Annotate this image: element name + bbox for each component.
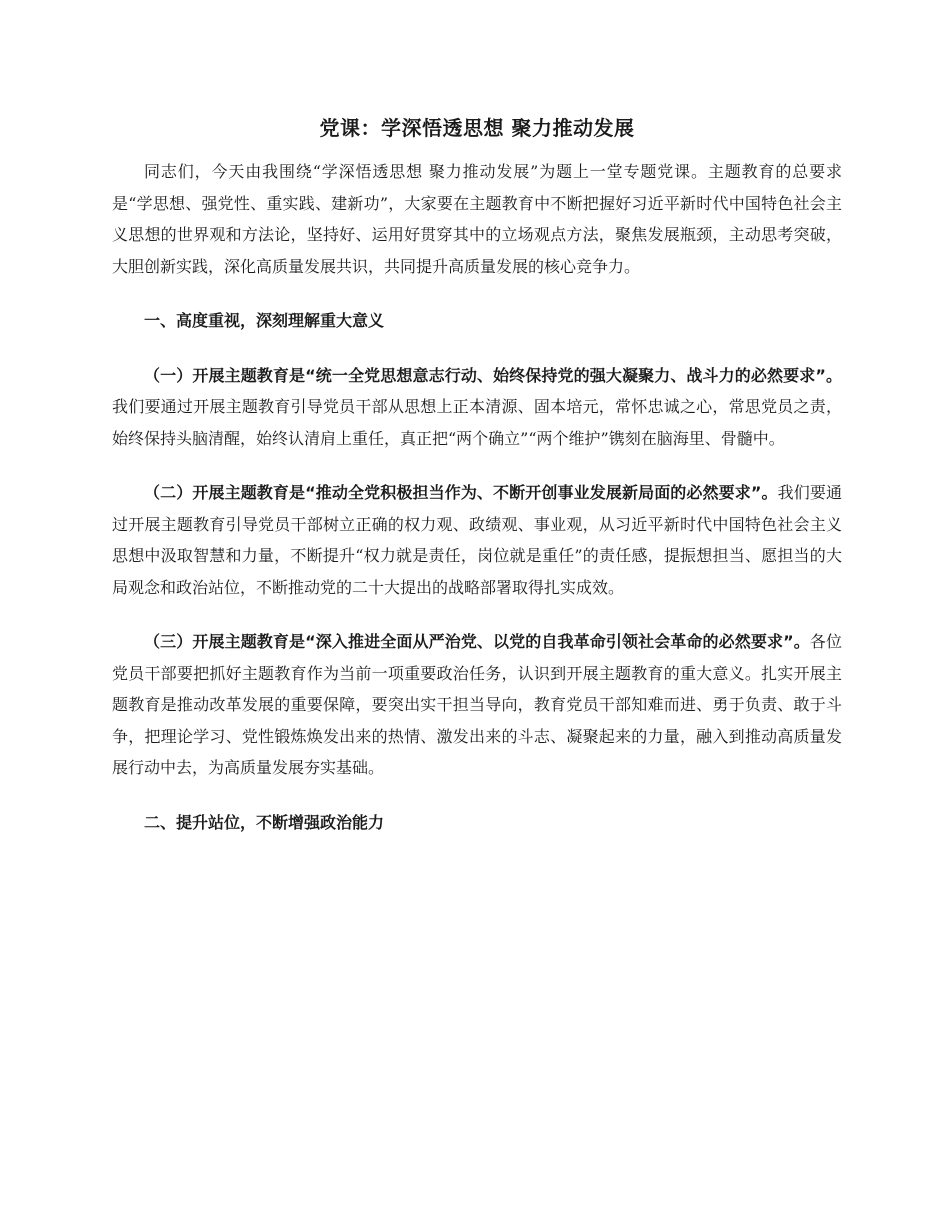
- item-3-body: 各位党员干部要把抓好主题教育作为当前一项重要政治任务，认识到开展主题教育的重大意义。扎实开展主题教育是推动改革发展的重要保障，要突出实干担当导向，教育党员干部知难而进、勇于负责、敢于斗争，把理论学习、党性锻炼焕发出来的热情、激发出来的斗志、凝聚起来的力量，融入到推动高质量发展行动中去，为高质量发展夯实基础。: [112, 632, 842, 777]
- item-2-lead: （二）开展主题教育是“推动全党积极担当作为、不断开创事业发展新局面的必然要求”。: [144, 483, 778, 502]
- section-1-heading: 一、高度重视，深刻理解重大意义: [144, 311, 385, 330]
- item-1-body: 我们要通过开展主题教育引导党员干部从思想上正本清源、固本培元，常怀忠诚之心，常思党员之责，始终保持头脑清醒，始终认清肩上重任，真正把“两个确立”“两个维护”镌刻在脑海里、骨髓中。: [112, 397, 842, 448]
- item-2-body: 我们要通过开展主题教育引导党员干部树立正确的权力观、政绩观、事业观，从习近平新时代中国特色社会主义思想中汲取智慧和力量，不断提升“权力就是责任，岗位就是重任”的责任感，提振想担当、愿担当的大局观念和政治站位，不断推动党的二十大提出的战略部署取得扎实成效。: [112, 483, 842, 597]
- document-page: [112, 108, 842, 838]
- item-2-paragraph: [112, 477, 842, 603]
- document-title: 党课：学深悟透思想 聚力推动发展: [319, 116, 635, 140]
- item-1-lead: （一）开展主题教育是“统一全党思想意志行动、始终保持党的强大凝聚力、战斗力的必然要求”。: [144, 365, 842, 385]
- item-1-paragraph: [112, 360, 842, 455]
- section-2-heading: 二、提升站位，不断增强政治能力: [144, 812, 385, 832]
- intro-paragraph: 同志们，今天由我围绕“学深悟透思想 聚力推动发展”为题上一堂专题党课。主题教育的总要求是“学思想、强党性、重实践、建新功”，大家要在主题教育中不断把握好习近平新时代中国特色社会主义思想的世界观和方法论，坚持好、运用好贯穿其中的立场观点方法，聚焦发展瓶颈，主动思考突破，大胆创新实践，深化高质量发展共识，共同提升高质量发展的核心竞争力。: [112, 162, 842, 276]
- item-3-lead: （三）开展主题教育是“深入推进全面从严治党、以党的自我革命引领社会革命的必然要求”。: [144, 632, 810, 651]
- item-3-paragraph: [112, 626, 842, 784]
